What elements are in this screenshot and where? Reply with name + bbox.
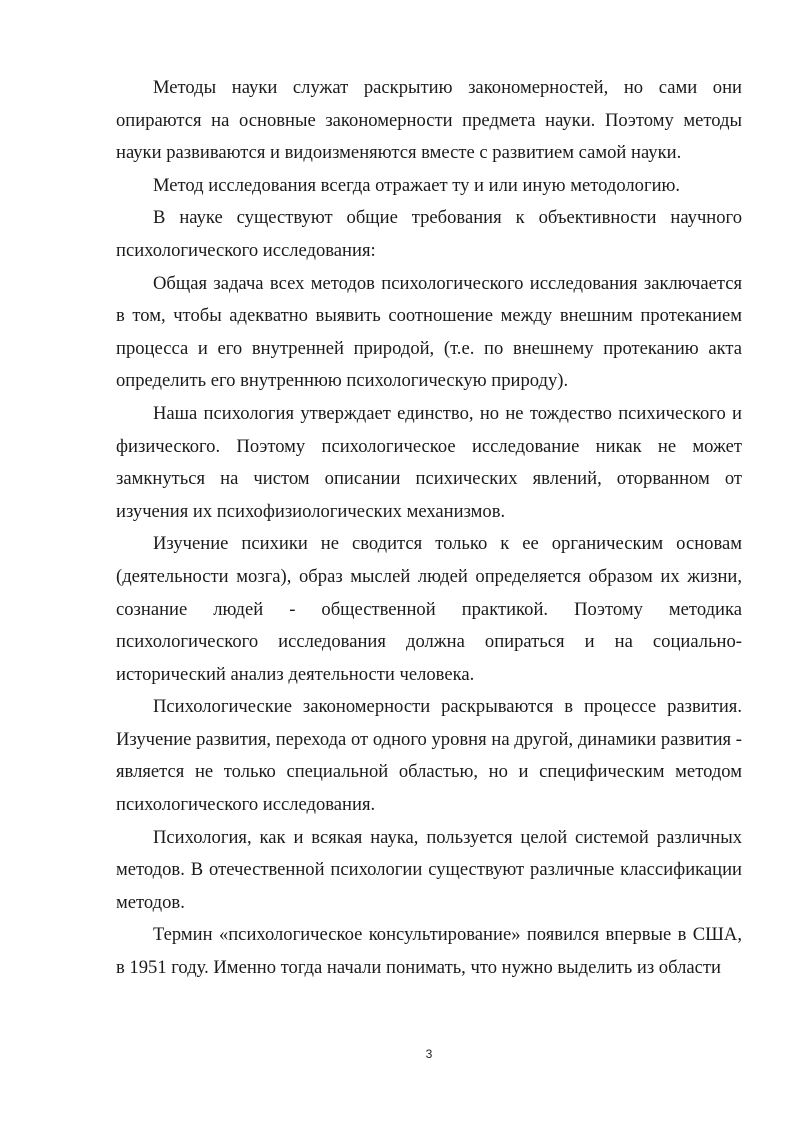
paragraph-5: Наша психология утверждает единство, но не тождество психического и физического. Поэтому психологическое исследование никак не может замкнуться на чистом описании психических явлений, оторванном от изучения их психофизиологических механизмов. xyxy=(116,402,742,522)
paragraph-1: Методы науки служат раскрытию закономерностей, но сами они опираются на основные закономерности предмета науки. Поэтому методы науки развиваются и видоизменяются вместе с развитием самой науки. xyxy=(116,77,742,164)
paragraph-7: Психологические закономерности раскрываются в процессе развития. Изучение развития, перехода от одного уровня на другой, динамики развития - является не только специальной областью, но и специфическим методом психологического исследования. xyxy=(116,696,742,816)
paragraph-3: В науке существуют общие требования к объективности научного психологического исследования: xyxy=(116,207,742,261)
body-text xyxy=(116,72,742,985)
paragraph-9: Термин «психологическое консультирование» появился впервые в США, в 1951 году. Именно тогда начали понимать, что нужно выделить из области xyxy=(116,924,742,979)
paragraph-2: Метод исследования всегда отражает ту и или иную методологию. xyxy=(153,174,681,196)
paragraph-4: Общая задача всех методов психологического исследования заключается в том, чтобы адекватно выявить соотношение между внешним протеканием процесса и его внутренней природой, (т.е. по внешнему протеканию акта определить его внутреннюю психологическую природу). xyxy=(116,272,742,392)
paragraph-8: Психология, как и всякая наука, пользуется целой системой различных методов. В отечественной психологии существуют различные классификации методов. xyxy=(116,826,742,913)
paragraph-6: Изучение психики не сводится только к ее органическим основам (деятельности мозга), образ мыслей людей определяется образом их жизни, сознание людей - общественной практикой. Поэтому методика психологического исследования должна опираться и на социально-исторический анализ деятельности человека. xyxy=(116,533,742,685)
page-number: 3 xyxy=(425,1047,433,1061)
